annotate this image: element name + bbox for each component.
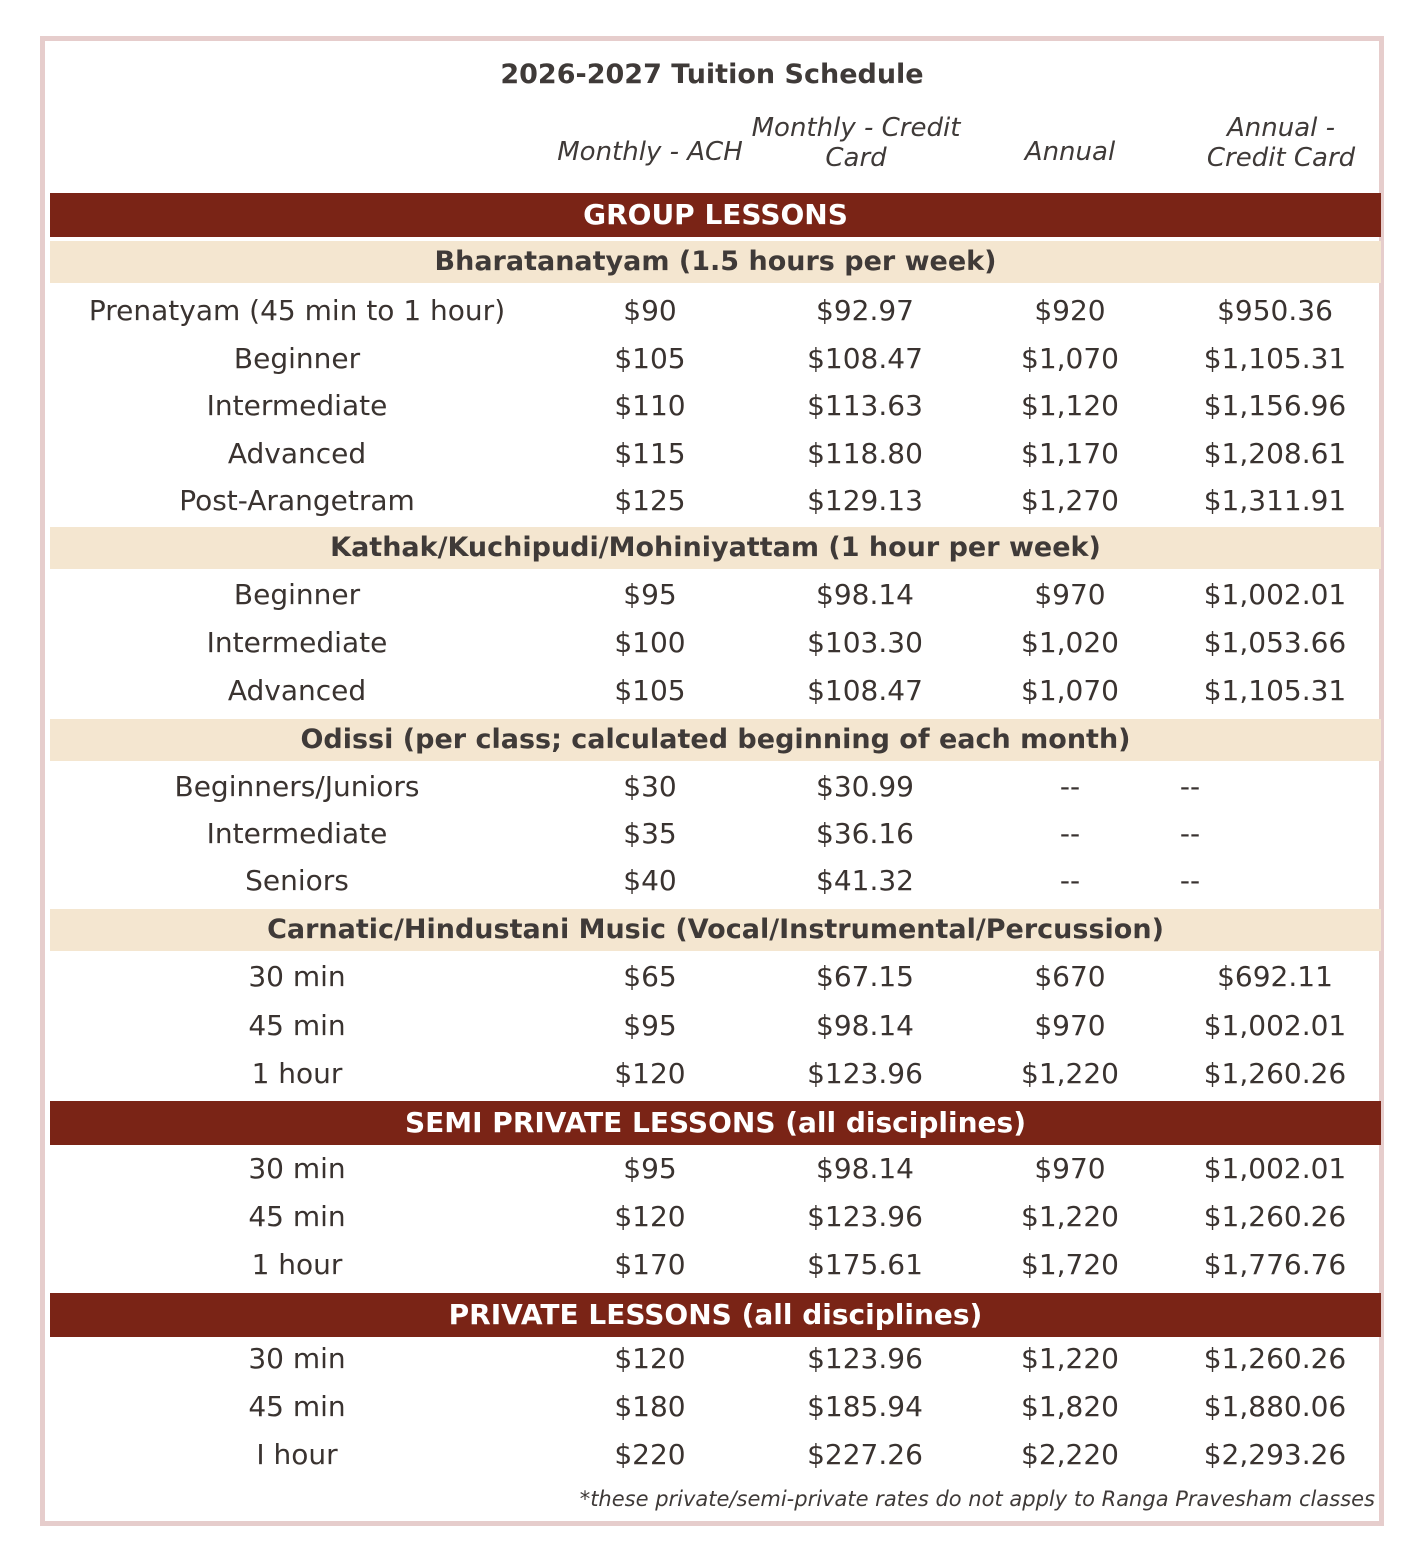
monthly-card-price: $118.80 bbox=[807, 436, 923, 470]
music-heading: Carnatic/Hindustani Music (Vocal/Instrumental/Percussion) bbox=[50, 909, 1381, 951]
annual-price: $1,720 bbox=[1021, 1248, 1119, 1281]
table-row bbox=[45, 1335, 1379, 1383]
annual-card-price: -- bbox=[1179, 770, 1201, 803]
monthly-card-price: $113.63 bbox=[807, 389, 923, 422]
level-label: Intermediate bbox=[206, 389, 388, 422]
monthly-card-price: $175.61 bbox=[807, 1248, 923, 1281]
kathak-heading: Kathak/Kuchipudi/Mohiniyattam (1 hour per week) bbox=[50, 527, 1381, 569]
monthly-ach-price: $65 bbox=[623, 960, 677, 993]
level-label: Advanced bbox=[227, 436, 367, 470]
monthly-card-price: $92.97 bbox=[816, 294, 914, 327]
table-row bbox=[45, 810, 1379, 858]
table-row bbox=[45, 953, 1379, 1001]
annual-card-price: $2,293.26 bbox=[1203, 1438, 1347, 1471]
monthly-ach-price: $220 bbox=[614, 1438, 686, 1471]
monthly-ach-price: $35 bbox=[623, 817, 677, 850]
level-label: Post-Arangetram bbox=[179, 484, 415, 517]
level-label: 30 min bbox=[248, 1342, 346, 1375]
annual-price: $2,220 bbox=[1021, 1438, 1119, 1471]
monthly-card-price: $30.99 bbox=[816, 770, 914, 803]
table-row bbox=[45, 1193, 1379, 1241]
table-row bbox=[45, 857, 1379, 905]
annual-card-price: $1,311.91 bbox=[1203, 484, 1347, 517]
level-label: 30 min bbox=[248, 1152, 346, 1185]
annual-price: $1,070 bbox=[1021, 674, 1119, 707]
level-label: Seniors bbox=[245, 864, 349, 897]
monthly-card-price: $185.94 bbox=[807, 1390, 923, 1423]
annual-card-price: $950.36 bbox=[1217, 294, 1333, 327]
monthly-ach-price: $95 bbox=[623, 1008, 677, 1042]
table-row bbox=[45, 763, 1379, 811]
monthly-ach-price: $110 bbox=[614, 389, 686, 422]
column-header-monthly-credit-card: Monthly - Credit Card bbox=[751, 113, 961, 173]
monthly-card-price: $123.96 bbox=[807, 1342, 923, 1375]
monthly-card-price: $98.14 bbox=[816, 578, 914, 611]
annual-card-price: $1,208.61 bbox=[1203, 436, 1347, 470]
annual-price: $1,120 bbox=[1021, 389, 1119, 422]
level-label: Advanced bbox=[227, 674, 367, 707]
annual-price: $970 bbox=[1034, 578, 1106, 611]
table-row bbox=[45, 430, 1379, 478]
table-row bbox=[45, 1383, 1379, 1431]
monthly-ach-price: $105 bbox=[614, 341, 686, 375]
monthly-ach-price: $90 bbox=[623, 294, 677, 327]
table-row bbox=[45, 1241, 1379, 1289]
monthly-ach-price: $30 bbox=[623, 770, 677, 803]
footnote: *these private/semi-private rates do not apply to Ranga Pravesham classes bbox=[579, 1487, 1375, 1511]
monthly-ach-price: $120 bbox=[614, 1057, 686, 1090]
annual-price: -- bbox=[1059, 864, 1081, 897]
bharatanatyam-heading: Bharatanatyam (1.5 hours per week) bbox=[50, 241, 1381, 283]
monthly-card-price: $227.26 bbox=[807, 1438, 923, 1471]
private-lessons-banner: PRIVATE LESSONS (all disciplines) bbox=[50, 1293, 1381, 1337]
column-header-annual-credit-card: Annual - Credit Card bbox=[1206, 113, 1356, 173]
odissi-heading: Odissi (per class; calculated beginning of each month) bbox=[50, 719, 1381, 761]
monthly-ach-price: $105 bbox=[614, 674, 686, 707]
table-row bbox=[45, 477, 1379, 525]
annual-card-price: $1,053.66 bbox=[1203, 626, 1347, 659]
annual-card-price: $1,002.01 bbox=[1203, 1152, 1347, 1185]
annual-card-price: $692.11 bbox=[1217, 960, 1333, 993]
monthly-ach-price: $95 bbox=[623, 578, 677, 611]
monthly-card-price: $108.47 bbox=[807, 341, 923, 375]
annual-price: $920 bbox=[1034, 294, 1106, 327]
monthly-card-price: $41.32 bbox=[816, 864, 914, 897]
monthly-ach-price: $180 bbox=[614, 1390, 686, 1423]
table-row bbox=[45, 1431, 1379, 1479]
table-row bbox=[45, 571, 1379, 619]
annual-card-price: $1,156.96 bbox=[1203, 389, 1347, 422]
annual-price: $1,220 bbox=[1021, 1057, 1119, 1090]
annual-card-price: $1,260.26 bbox=[1203, 1057, 1347, 1090]
page-title: 2026-2027 Tuition Schedule bbox=[500, 59, 924, 90]
annual-price: $970 bbox=[1034, 1152, 1106, 1185]
annual-card-price: $1,002.01 bbox=[1203, 578, 1347, 611]
monthly-ach-price: $120 bbox=[614, 1342, 686, 1375]
annual-price: $1,070 bbox=[1021, 341, 1119, 375]
table-row bbox=[45, 287, 1379, 335]
annual-card-price: $1,260.26 bbox=[1203, 1200, 1347, 1233]
level-label: Beginners/Juniors bbox=[174, 770, 420, 803]
annual-price: $1,220 bbox=[1021, 1200, 1119, 1233]
annual-price: -- bbox=[1059, 770, 1081, 803]
annual-card-price: $1,105.31 bbox=[1203, 674, 1347, 707]
level-label: 45 min bbox=[248, 1200, 346, 1233]
monthly-card-price: $123.96 bbox=[807, 1200, 923, 1233]
level-label: I hour bbox=[256, 1438, 338, 1471]
annual-price: $670 bbox=[1034, 960, 1106, 993]
monthly-card-price: $108.47 bbox=[807, 674, 923, 707]
level-label: 45 min bbox=[248, 1008, 346, 1042]
annual-price: $1,220 bbox=[1021, 1342, 1119, 1375]
monthly-card-price: $98.14 bbox=[816, 1152, 914, 1185]
monthly-ach-price: $125 bbox=[614, 484, 686, 517]
monthly-card-price: $36.16 bbox=[816, 817, 914, 850]
monthly-card-price: $67.15 bbox=[816, 960, 914, 993]
annual-card-price: $1,260.26 bbox=[1203, 1342, 1347, 1375]
annual-card-price: $1,880.06 bbox=[1203, 1390, 1347, 1423]
level-label: Intermediate bbox=[206, 626, 388, 659]
monthly-ach-price: $120 bbox=[614, 1200, 686, 1233]
monthly-card-price: $103.30 bbox=[807, 626, 923, 659]
monthly-card-price: $129.13 bbox=[807, 484, 923, 517]
group-lessons-banner: GROUP LESSONS bbox=[50, 193, 1381, 237]
level-label: 1 hour bbox=[251, 1057, 343, 1090]
annual-card-price: -- bbox=[1179, 864, 1201, 897]
level-label: 30 min bbox=[248, 960, 346, 993]
table-row bbox=[45, 619, 1379, 667]
table-row bbox=[45, 1002, 1379, 1050]
monthly-card-price: $98.14 bbox=[816, 1008, 914, 1042]
annual-price: $1,020 bbox=[1021, 626, 1119, 659]
table-row bbox=[45, 1145, 1379, 1193]
table-row bbox=[45, 667, 1379, 715]
level-label: Prenatyam (45 min to 1 hour) bbox=[88, 294, 506, 327]
annual-price: $1,170 bbox=[1021, 436, 1119, 470]
annual-card-price: -- bbox=[1179, 817, 1201, 850]
level-label: Intermediate bbox=[206, 817, 388, 850]
monthly-ach-price: $100 bbox=[614, 626, 686, 659]
annual-card-price: $1,776.76 bbox=[1203, 1248, 1347, 1281]
level-label: Beginner bbox=[233, 341, 361, 375]
annual-price: $1,270 bbox=[1021, 484, 1119, 517]
annual-price: -- bbox=[1059, 817, 1081, 850]
monthly-ach-price: $40 bbox=[623, 864, 677, 897]
monthly-card-price: $123.96 bbox=[807, 1057, 923, 1090]
monthly-ach-price: $170 bbox=[614, 1248, 686, 1281]
annual-card-price: $1,105.31 bbox=[1203, 341, 1347, 375]
annual-price: $970 bbox=[1034, 1008, 1106, 1042]
tuition-schedule-card bbox=[40, 36, 1384, 1526]
table-row bbox=[45, 382, 1379, 430]
column-header-monthly-ach: Monthly - ACH bbox=[557, 137, 743, 167]
semi-private-lessons-banner: SEMI PRIVATE LESSONS (all disciplines) bbox=[50, 1101, 1381, 1145]
annual-price: $1,820 bbox=[1021, 1390, 1119, 1423]
level-label: 45 min bbox=[248, 1390, 346, 1423]
table-row bbox=[45, 335, 1379, 383]
monthly-ach-price: $95 bbox=[623, 1152, 677, 1185]
column-header-annual: Annual bbox=[1024, 137, 1116, 167]
level-label: Beginner bbox=[233, 578, 361, 611]
level-label: 1 hour bbox=[251, 1248, 343, 1281]
annual-card-price: $1,002.01 bbox=[1203, 1008, 1347, 1042]
monthly-ach-price: $115 bbox=[614, 436, 686, 470]
table-row bbox=[45, 1050, 1379, 1098]
